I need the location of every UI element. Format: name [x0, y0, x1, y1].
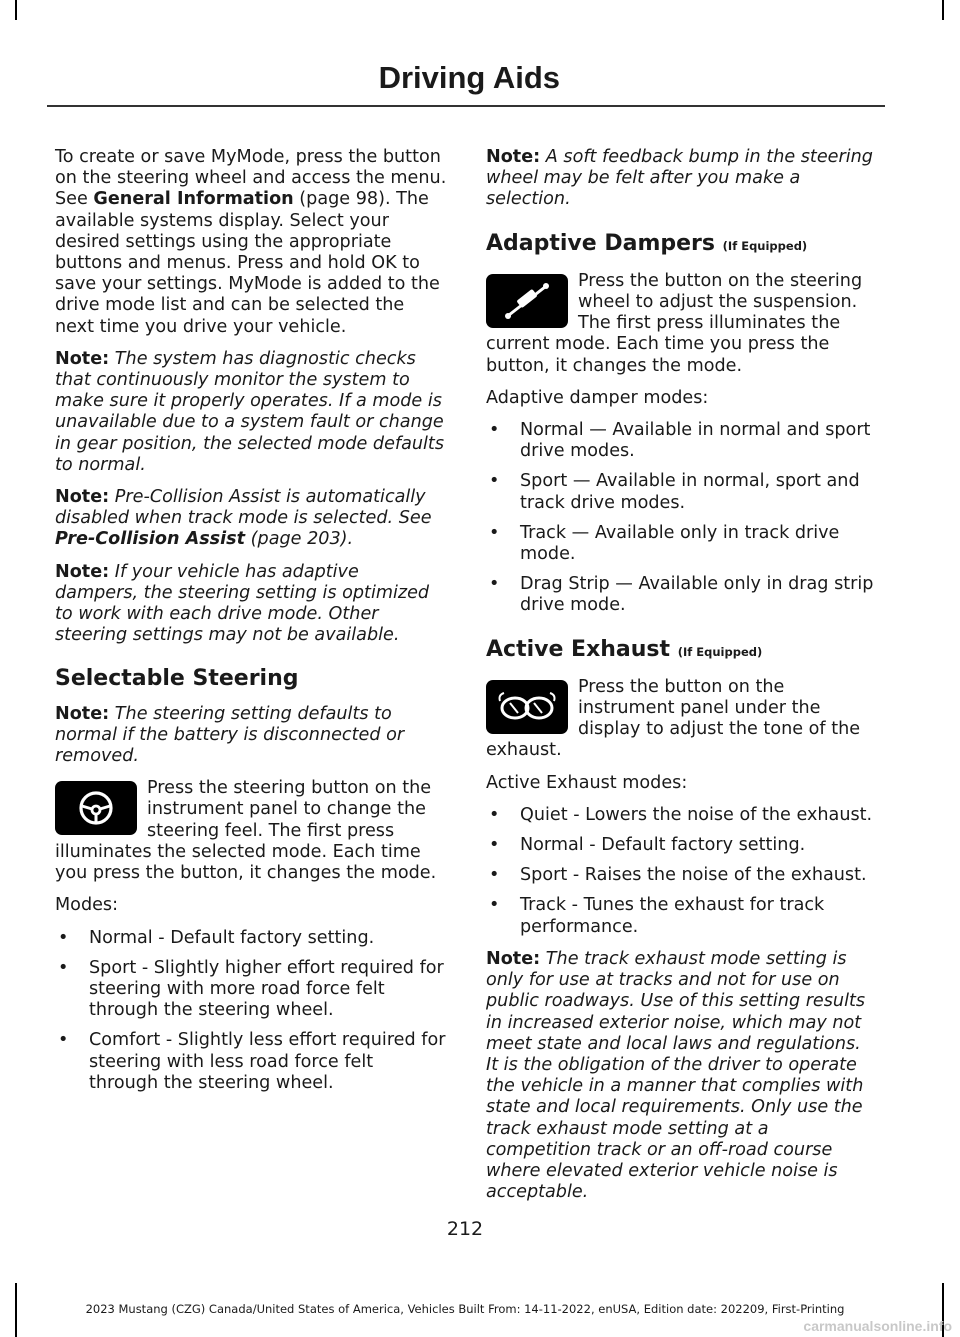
- note-diagnostic: Note: The system has diagnostic checks that continuously monitor the system to make sure it properly operates. If a mode is unavailable due to a system fault or change in gear position, the selected mode defaults to normal.: [55, 348, 444, 475]
- note-steering-default: Note: The steering setting defaults to normal if the battery is disconnected or removed.: [55, 703, 405, 767]
- list-item: • Track - Tunes the exhaust for track performance.: [486, 895, 878, 937]
- watermark: carmanualsonline.info: [803, 1318, 952, 1334]
- page-number: 212: [446, 1218, 484, 1240]
- ref-general-information[interactable]: General Information: [93, 189, 294, 210]
- left-column: [55, 147, 447, 1105]
- list-item: • Normal - Default factory setting.: [486, 835, 878, 856]
- steering-modes-list: [55, 928, 447, 1094]
- ref-pre-collision-assist[interactable]: Pre-Collision Assist: [55, 529, 246, 550]
- active-exhaust-heading: Active Exhaust (If Equipped): [486, 636, 763, 662]
- exhaust-paragraph: Press the button on the instrument panel under the display to adjust the tone of the exhaust.: [486, 676, 861, 761]
- list-item: • Comfort - Slightly less effort required for steering with less road force felt through the steering wheel.: [55, 1030, 447, 1094]
- dampers-modes-list: [486, 420, 878, 617]
- list-item: • Sport - Slightly higher effort required for steering with more road force felt through the steering wheel.: [55, 958, 447, 1022]
- right-column: [486, 147, 878, 1214]
- steering-paragraph: Press the steering button on the instrument panel to change the steering feel. The first press illuminates the selected mode. Each time you press the button, it changes the mode.: [55, 778, 437, 884]
- list-item: • Sport - Raises the noise of the exhaust.: [486, 865, 878, 886]
- shock-absorber-icon: [486, 274, 568, 328]
- note-feedback-bump: Note: A soft feedback bump in the steering wheel may be felt after you make a selection.: [486, 147, 873, 210]
- exhaust-tips-icon: [486, 680, 568, 734]
- dampers-paragraph: Press the button on the steering wheel to adjust the suspension. The first press illuminates the current mode. Each time you press the button, it changes the mode.: [486, 270, 863, 376]
- crop-mark-top-right: [942, 0, 944, 20]
- note-track-exhaust: Note: The track exhaust mode setting is only for use at tracks and not for use on public roadways. Use of this setting results in increased exterior noise, which may not meet state and local laws and regulations. It is the obligation of the driver to operate the vehicle in a manner that complies with state and local requirements. Only use the track exhaust mode setting at a competition track or an off-road course where elevated exterior vehicle noise is acceptable.: [486, 948, 866, 1203]
- list-item: • Track — Available only in track drive mode.: [486, 523, 878, 565]
- adaptive-dampers-heading: Adaptive Dampers (If Equipped): [486, 230, 808, 256]
- if-equipped-label: (If Equipped): [722, 238, 808, 253]
- exhaust-modes-label: Active Exhaust modes:: [486, 772, 688, 793]
- list-item: • Sport — Available in normal, sport and track drive modes.: [486, 471, 878, 513]
- modes-label: Modes:: [55, 895, 119, 916]
- header-rule: [47, 105, 885, 107]
- exhaust-modes-list: [486, 805, 878, 938]
- edition-footer: 2023 Mustang (CZG) Canada/United States of America, Vehicles Built From: 14-11-2022, enUSA, Edition date: 202209, First-Printing: [85, 1302, 845, 1316]
- list-item: • Quiet - Lowers the noise of the exhaust.: [486, 805, 878, 826]
- note-pre-collision: Note: Pre-Collision Assist is automatically disabled when track mode is selected. See Pre-Collision Assist (page 203).: [55, 487, 432, 550]
- list-item: • Normal - Default factory setting.: [55, 928, 447, 949]
- list-item: • Normal — Available in normal and sport drive modes.: [486, 420, 878, 462]
- section-title: Driving Aids: [378, 60, 560, 95]
- if-equipped-label: (If Equipped): [677, 644, 763, 659]
- crop-mark-top-left: [15, 0, 17, 20]
- steering-wheel-icon: [55, 781, 137, 835]
- dampers-modes-label: Adaptive damper modes:: [486, 387, 709, 408]
- selectable-steering-heading: Selectable Steering: [55, 666, 299, 692]
- list-item: • Drag Strip — Available only in drag strip drive mode.: [486, 574, 878, 616]
- note-adaptive-dampers: Note: If your vehicle has adaptive dampers, the steering setting is optimized to work with each drive mode. Other steering settings may not be available.: [55, 561, 430, 646]
- intro-paragraph: To create or save MyMode, press the button on the steering wheel and access the menu. See General Information (page 98). The available systems display. Select your desired settings using the appropriate buttons and menus. Press and hold OK to save your settings. MyMode is added to the drive mode list and can be selected the next time you drive your vehicle.: [55, 147, 447, 337]
